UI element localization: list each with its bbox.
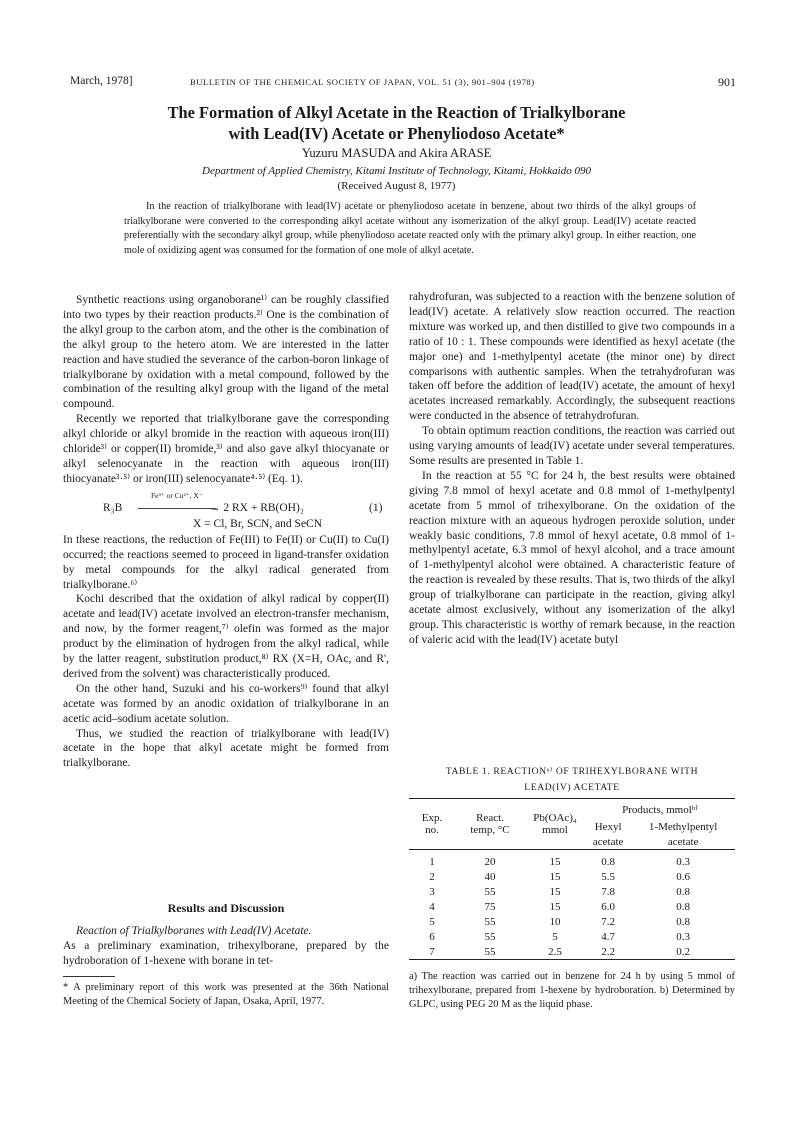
table-cell: 15 [549, 885, 561, 898]
intro-paragraph-5: On the other hand, Suzuki and his co-workers⁹⁾ found that alkyl acetate was formed by an anodic oxidation of trialkylborane in an acetic acid–sodium acetate solution. [63, 682, 389, 725]
table-cell: 5 [429, 915, 435, 928]
table-cell: 1 [429, 855, 435, 868]
table-cell: 0.8 [601, 855, 615, 868]
received-date: (Received August 8, 1977) [337, 180, 456, 192]
intro-paragraph-2: Recently we reported that trialkylborane gave the corresponding alkyl chloride or alkyl bromide in the reaction with aqueous iron(III) chloride³⁾ or copper(II) bromide,³⁾ and also gave alkyl thiocyanate or alkyl selenocyanate in the reaction with aqueous iron(III) thiocyanate³·⁵⁾ or iron(III) selenocyanate⁴·⁵⁾ (Eq. 1). [63, 413, 389, 485]
table-cell: 0.8 [676, 900, 690, 913]
subsection [63, 924, 389, 969]
table-row [409, 914, 735, 929]
table-caption [409, 764, 735, 796]
table-cell: 55 [484, 915, 496, 928]
table-caption-line-1: TABLE 1. REACTIONᵃ⁾ OF TRIHEXYLBORANE WITH [445, 766, 699, 777]
table-row [409, 884, 735, 899]
table-cell: 55 [484, 885, 496, 898]
table-cell: 5.5 [601, 870, 615, 883]
table-cell: 40 [484, 870, 496, 883]
table-cell: 3 [429, 885, 435, 898]
header-pb-label: Pb(OAc)₄ [533, 812, 577, 824]
table-cell: 10 [549, 915, 561, 928]
header-temp [455, 799, 525, 850]
intro-paragraph-4: Kochi described that the oxidation of alkyl radical by copper(II) acetate and lead(IV) acetate involved an electron-transfer mechanism, and now, by the former reagent,⁷⁾ olefin was formed as the major product by the elimination of hydrogen from the alkyl radical, while by the latter reagent, substitution product,⁸⁾ RX (X=H, OAc, and R', derived from the solvent) was characteristically produced. [63, 593, 389, 680]
title-line-1: The Formation of Alkyl Acetate in the Reaction of Trialkylborane [167, 103, 626, 122]
affiliation: Department of Applied Chemistry, Kitami Institute of Technology, Kitami, Hokkaido 090 [202, 165, 591, 177]
subsection-text: As a preliminary examination, trihexylborane, prepared by the hydroboration of 1-hexene with borane in tet- [63, 940, 389, 967]
header-react-label: React. [476, 812, 504, 824]
table-cell: 7.8 [601, 885, 615, 898]
table-cell: 4 [429, 900, 435, 913]
header-hexyl: Hexyl [594, 820, 622, 833]
table-cell: 0.3 [676, 855, 690, 868]
header-exp [409, 799, 455, 850]
table-row [409, 899, 735, 914]
equation-condition: Fe³⁺ or Cu²⁺, X⁻ [151, 490, 203, 500]
table-cell: 2.2 [601, 945, 615, 958]
header-mmol-label: mmol [542, 824, 568, 836]
table-cell: 6.0 [601, 900, 615, 913]
table-row [409, 850, 735, 870]
title-line-2: with Lead(IV) Acetate or Phenyliodoso Acetate* [228, 124, 565, 143]
table-cell: 15 [549, 900, 561, 913]
table-cell: 2.5 [548, 945, 562, 958]
header-pb [525, 799, 585, 850]
table-cell: 55 [484, 930, 496, 943]
table-notes: a) The reaction was carried out in benzene for 24 h by using 5 mmol of trihexylborane, prepared from 1-hexene by hydroboration. b) Determined by GLPC, using PEG 20 M as the liquid phase. [409, 971, 735, 1010]
table-row [409, 944, 735, 960]
table-cell: 15 [549, 855, 561, 868]
intro-paragraph-1: Synthetic reactions using organoborane¹⁾ can be roughly classified into two types by their reaction products.²⁾ One is the combination of the alkyl group to the carbon atom, and the other is the combination of the alkyl group to the hetero atom. We are interested in the latter reaction and have studied the severance of the carbon-boron linkage of trialkylborane by oxidation with a metal compound, followed by the combination of the resulting alkyl group with the ligand of the metal compound. [63, 294, 389, 411]
table-row [409, 869, 735, 884]
table-cell: 20 [484, 855, 496, 868]
header-methylpentyl-acetate: acetate [667, 835, 699, 848]
table-1 [409, 798, 735, 960]
header-hexyl-acetate: acetate [592, 835, 624, 848]
table-cell: 2 [429, 870, 435, 883]
equation-arrow-line [138, 508, 216, 509]
paper-title [60, 102, 733, 144]
table-cell: 15 [549, 870, 561, 883]
table-cell: 7.2 [601, 915, 615, 928]
table-cell: 55 [484, 945, 496, 958]
intro-paragraph-3: In these reactions, the reduction of Fe(III) to Fe(II) or Cu(II) to Cu(I) occurred; the reactions seemed to proceed in ligand-transfer oxidation by metal compounds for the alkyl radical generated from trialkylborane.⁶⁾ [63, 533, 389, 591]
header-methylpentyl: 1-Methylpentyl [648, 820, 718, 833]
table-cell: 0.3 [676, 930, 690, 943]
results-paragraph-3: In the reaction at 55 °C for 24 h, the best results were obtained giving 7.8 mmol of hexyl acetate and 0.8 mmol of 1-methylpentyl acetate from 5 mmol of trihexylborane. On the oxidation of the reaction mixture with an aqueous hydrogen peroxide solution, under weakly basic conditions, 7.8 mmol of hexyl acetate, 0.8 mmol of 1-methylpentyl acetate, 6.3 mmol of hexyl alcohol, and a trace amount of 1-methylpentyl alcohol were obtained. A characteristic feature of the reaction is revealed by these results. That is, two thirds of the alkyl group of trialkylborane can participate in the reaction, giving alkyl acetate almost exclusively, without any isomerization of the alkyl group. This characteristic is worthy of remark because, in the reaction of valeric acid with the lead(IV) acetate butyl [409, 469, 735, 646]
footnote-rule [63, 976, 115, 977]
equation-number: (1) [369, 501, 383, 514]
table-caption-line-2: LEAD(IV) ACETATE [524, 782, 620, 793]
table-cell: 7 [429, 945, 435, 958]
column-right [409, 290, 735, 648]
equation-substituents: X = Cl, Br, SCN, and SeCN [193, 517, 323, 530]
table-cell: 4.7 [601, 930, 615, 943]
results-paragraph-1: rahydrofuran, was subjected to a reaction with the benzene solution of lead(IV) acetate. A relatively slow reaction occurred. The reaction mixture was worked up, and then distilled to give two compounds in a ratio of 10 : 1. These compounds were identified as hexyl acetate (the major one) and 1-methylpentyl acetate (the minor one) by direct comparisons with authentic samples. When the tetrahydrofuran was taken off before the addition of lead(IV) acetate, the amount of hexyl acetates increased remarkably. Accordingly, the subsequent reactions were conducted in the absence of tetrahydrofuran. [409, 291, 735, 423]
header-no-label: no. [425, 824, 439, 836]
equation-1 [63, 489, 389, 531]
table-cell: 5 [552, 930, 558, 943]
table-cell: 0.6 [676, 870, 690, 883]
header-date: March, 1978] [70, 75, 133, 87]
table-cell: 0.2 [676, 945, 690, 958]
header-temp-label: temp, °C [470, 824, 510, 836]
table-row [409, 929, 735, 944]
abstract: In the reaction of trialkylborane with lead(IV) acetate or phenyliodoso acetate in benzene, about two thirds of the alkyl groups of trialkylborane were converted to the corresponding alkyl acetate without any isomerization of the alkyl group. Lead(IV) acetate reacted preferentially with the secondary alkyl group, while phenyliodoso acetate reacted only with the primary alkyl group. In either reaction, one mole of oxidizing agent was consumed for the formation of one mole of alkyl acetate. [124, 201, 696, 256]
column-left [63, 293, 389, 771]
results-paragraph-2: To obtain optimum reaction conditions, the reaction was carried out using varying amounts of lead(IV) acetate under several temperatures. Some results are presented in Table 1. [409, 425, 735, 467]
table-cell: 0.8 [676, 915, 690, 928]
header-page-number: 901 [718, 75, 736, 89]
equation-left: R₃B [103, 501, 123, 514]
authors: Yuzuru MASUDA and Akira ARASE [301, 146, 492, 160]
intro-paragraph-6: Thus, we studied the reaction of trialkylborane with lead(IV) acetate in the hope that alkyl acetate might be formed from trialkylborane. [63, 727, 389, 770]
section-title: Results and Discussion [167, 901, 285, 915]
header-products: Products, mmolᵇ⁾ [622, 804, 698, 816]
subsection-title: Reaction of Trialkylboranes with Lead(IV) Acetate. [76, 925, 312, 937]
header-exp-label: Exp. [421, 812, 443, 824]
header-journal: BULLETIN OF THE CHEMICAL SOCIETY OF JAPAN, VOL. 51 (3), 901–904 (1978) [190, 77, 535, 87]
footnote: * A preliminary report of this work was presented at the 36th National Meeting of the Chemical Society of Japan, Osaka, April, 1977. [63, 982, 389, 1007]
table-cell: 0.8 [676, 885, 690, 898]
table-cell: 6 [429, 930, 435, 943]
table-cell: 75 [484, 900, 496, 913]
equation-right: → 2 RX + RB(OH)₂ [209, 501, 304, 514]
